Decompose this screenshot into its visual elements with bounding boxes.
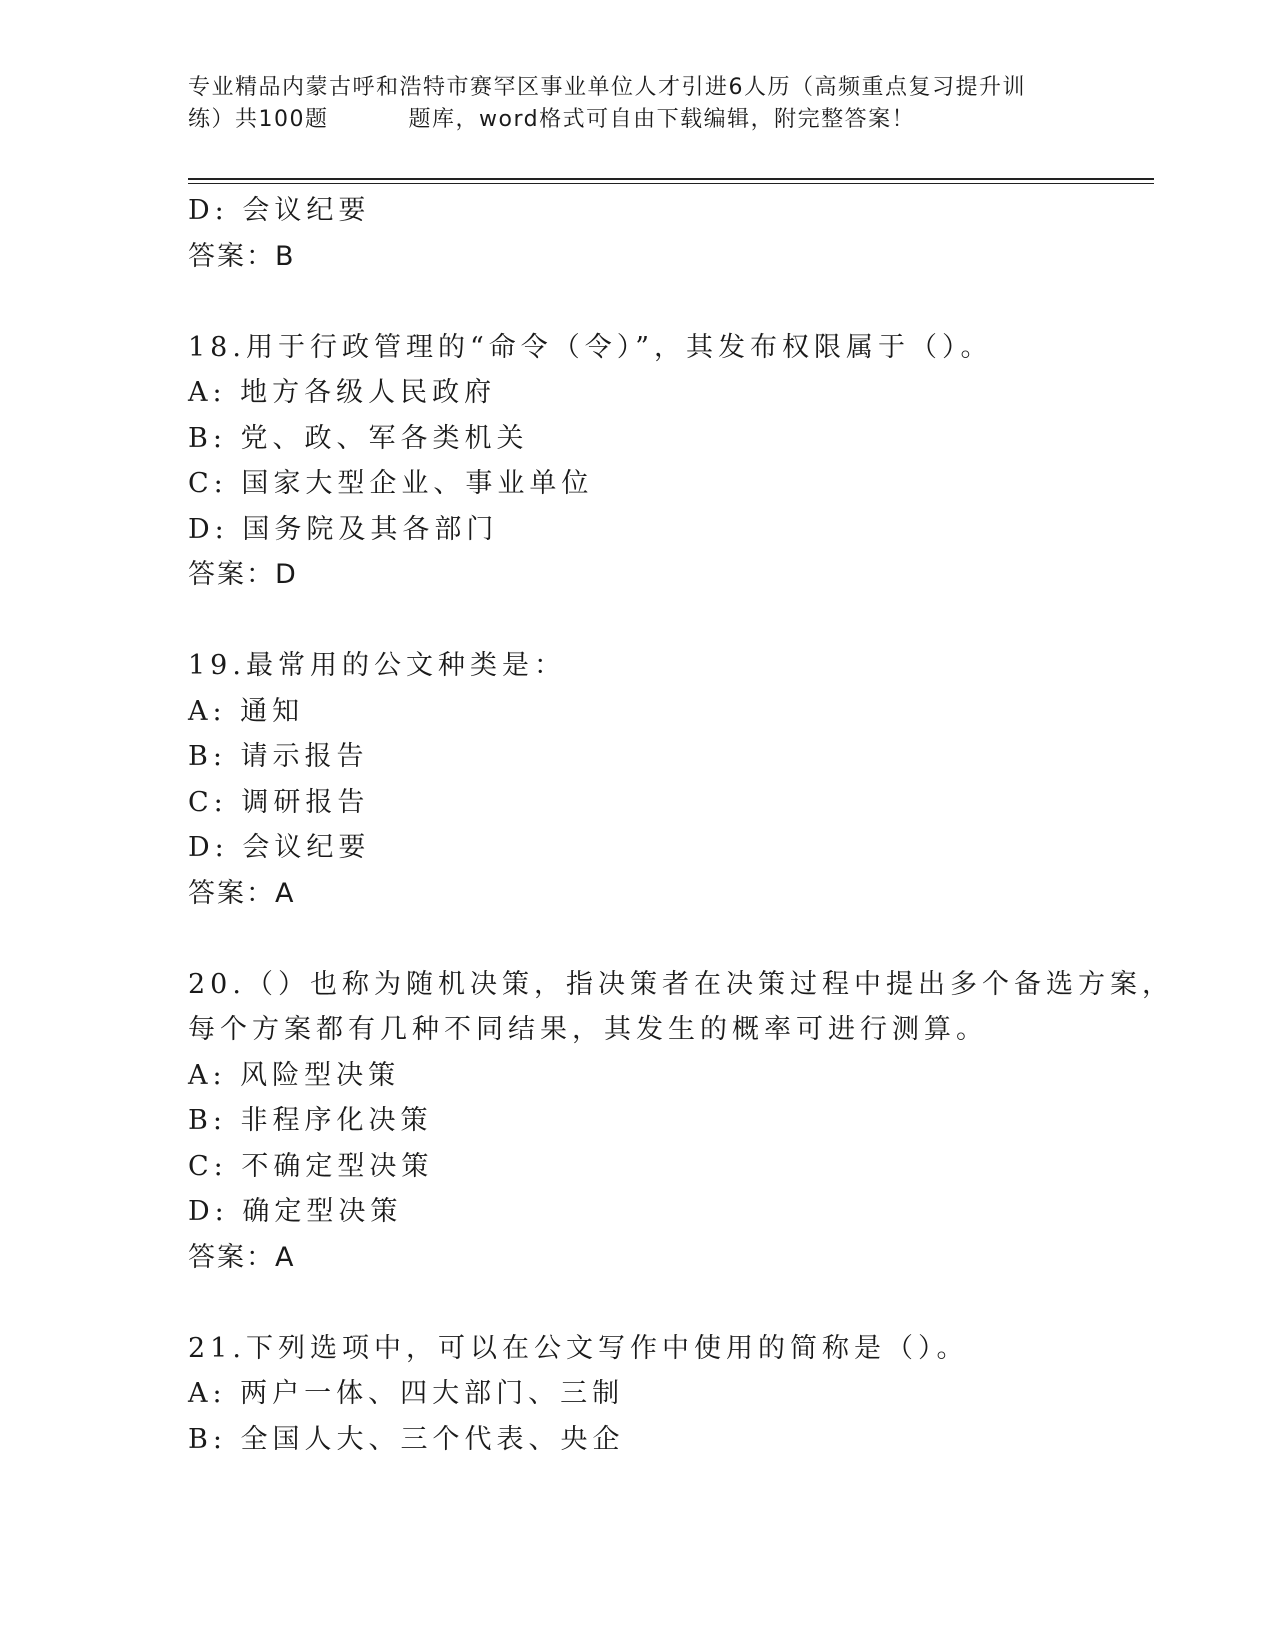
option-d: D: 会议纪要	[188, 832, 371, 863]
option-d: D: 确定型决策	[188, 1196, 403, 1227]
page-header	[188, 72, 1088, 136]
option-c: C: 不确定型决策	[188, 1150, 434, 1182]
option-c: C: 调研报告	[188, 786, 370, 818]
header-line-2	[188, 104, 1088, 136]
answer: 答案：D	[188, 559, 298, 590]
question-list	[188, 188, 1174, 1462]
question-text-line-2: 每个方案都有几种不同结果，其发生的概率可进行测算。	[188, 1014, 988, 1045]
option-a: A: 地方各级人民政府	[188, 377, 497, 408]
option-d: D: 国务院及其各部门	[188, 513, 499, 545]
question-19	[188, 643, 1088, 916]
question-18	[188, 325, 1088, 598]
question-text: 21.下列选项中，可以在公文写作中使用的简称是（）。	[188, 1332, 969, 1364]
option-a: A: 两户一体、四大部门、三制	[188, 1378, 625, 1409]
answer: 答案：A	[188, 877, 296, 909]
question-text-line-1: 20.（）也称为随机决策，指决策者在决策过程中提出多个备选方案，	[188, 968, 1174, 1000]
option-a: A: 通知	[188, 695, 305, 727]
prev-option-d: D: 会议纪要	[188, 195, 371, 226]
question-20	[188, 962, 1174, 1281]
header-line-1: 专业精品内蒙古呼和浩特市赛罕区事业单位人才引进6人历（高频重点复习提升训	[188, 75, 1026, 100]
header-divider	[188, 178, 1154, 180]
prev-answer: 答案：B	[188, 240, 296, 272]
option-b: B: 非程序化决策	[188, 1105, 433, 1136]
question-21	[188, 1326, 1088, 1463]
option-c: C: 国家大型企业、事业单位	[188, 468, 594, 499]
option-b: B: 请示报告	[188, 741, 369, 772]
question-text: 19.最常用的公文种类是：	[188, 650, 566, 681]
header-divider-thin	[188, 183, 1154, 184]
question-text: 18.用于行政管理的“命令（令）”，其发布权限属于（）。	[188, 331, 993, 363]
header-line-2-end: 题库，word格式可自由下载编辑，附完整答案！	[408, 107, 916, 132]
option-b: B: 全国人大、三个代表、央企	[188, 1423, 625, 1455]
option-b: B: 党、政、军各类机关	[188, 422, 529, 454]
option-a: A: 风险型决策	[188, 1059, 401, 1091]
header-line-2-start: 练）共100题	[188, 107, 329, 132]
answer: 答案：A	[188, 1241, 296, 1273]
